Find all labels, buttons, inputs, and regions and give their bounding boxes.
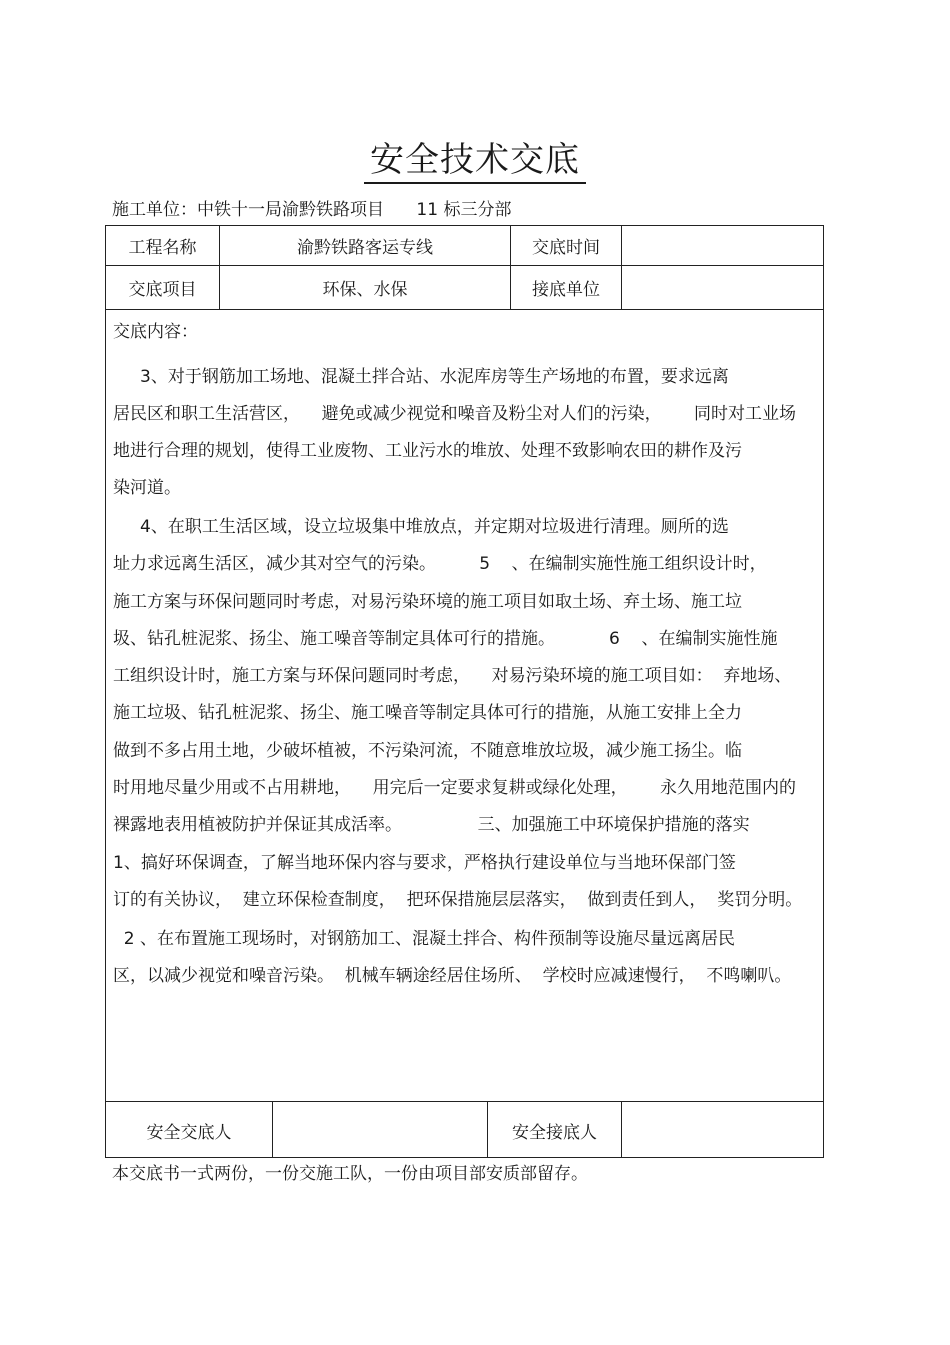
- handover-table: [105, 225, 824, 1158]
- safety-giver-label: 安全交底人: [146, 1122, 232, 1143]
- footnote: 本交底书一式两份，一份交施工队，一份由项目部安质部留存。: [112, 1164, 588, 1184]
- content-line: 施工方案与环保问题同时考虑，对易污染环境的施工项目如取土场、弃土场、施工垃: [113, 592, 742, 612]
- content-line: 工组织设计时，施工方案与环保问题同时考虑， 对易污染环境的施工项目如： 弃地场、: [113, 666, 792, 686]
- content-line: 区，以减少视觉和噪音污染。 机械车辆途经居住场所、 学校时应减速慢行， 不鸣喇叭。: [113, 966, 792, 986]
- content-line: 染河道。: [113, 478, 181, 498]
- project-name-label: 工程名称: [128, 238, 197, 258]
- project-name-value: 渝黔铁路客运专线: [297, 238, 433, 258]
- safety-receiver-label: 安全接底人: [512, 1122, 597, 1143]
- receiving-unit-value: [622, 266, 823, 309]
- content-line: 1、搞好环保调查，了解当地环保内容与要求，严格执行建设单位与当地环保部门签: [113, 853, 736, 873]
- handover-time-label: 交底时间: [532, 238, 600, 258]
- handover-item-value: 环保、水保: [322, 280, 408, 300]
- content-label: 交底内容：: [113, 322, 198, 342]
- receiving-unit-label: 接底单位: [532, 280, 600, 300]
- handover-time-value: [622, 226, 823, 265]
- document-title: 安全技术交底: [0, 138, 950, 182]
- content-line: 3、对于钢筋加工场地、混凝土拌合站、水泥库房等生产场地的布置，要求远离: [113, 367, 729, 387]
- content-line: 时用地尽量少用或不占用耕地， 用完后一定要求复耕或绿化处理， 永久用地范围内的: [113, 778, 797, 798]
- row-divider: [105, 309, 824, 310]
- content-line: 做到不多占用土地，少破坏植被，不污染河流，不随意堆放垃圾，减少施工扬尘。临: [113, 741, 742, 761]
- content-line: 2 、在布置施工现场时，对钢筋加工、混凝土拌合、构件预制等设施尽量远离居民: [113, 929, 736, 949]
- safety-giver-value: [273, 1102, 487, 1158]
- content-line: 4、在职工生活区域，设立垃圾集中堆放点，并定期对垃圾进行清理。厕所的选: [113, 517, 729, 537]
- safety-receiver-value: [622, 1102, 823, 1158]
- content-line: 圾、钻孔桩泥浆、扬尘、施工噪音等制定具体可行的措施。 6 、在编制实施性施: [113, 629, 778, 649]
- handover-item-label: 交底项目: [128, 280, 197, 300]
- content-line: 施工垃圾、钻孔桩泥浆、扬尘、施工噪音等制定具体可行的措施，从施工安排上全力: [113, 703, 742, 723]
- content-line: 地进行合理的规划，使得工业废物、工业污水的堆放、处理不致影响农田的耕作及污: [113, 441, 742, 461]
- construction-unit: 施工单位：中铁十一局渝黔铁路项目 11 标三分部: [112, 200, 512, 220]
- content-line: 址力求远离生活区，减少其对空气的污染。 5 、在编制实施性施工组织设计时，: [113, 554, 767, 574]
- content-line: 订的有关协议， 建立环保检查制度， 把环保措施层层落实， 做到责任到人， 奖罚分明。: [113, 890, 803, 910]
- content-line: 裸露地表用植被防护并保证其成活率。 三、加强施工中环境保护措施的落实: [113, 815, 750, 835]
- content-line: 居民区和职工生活营区， 避免或减少视觉和噪音及粉尘对人们的污染， 同时对工业场: [113, 404, 797, 424]
